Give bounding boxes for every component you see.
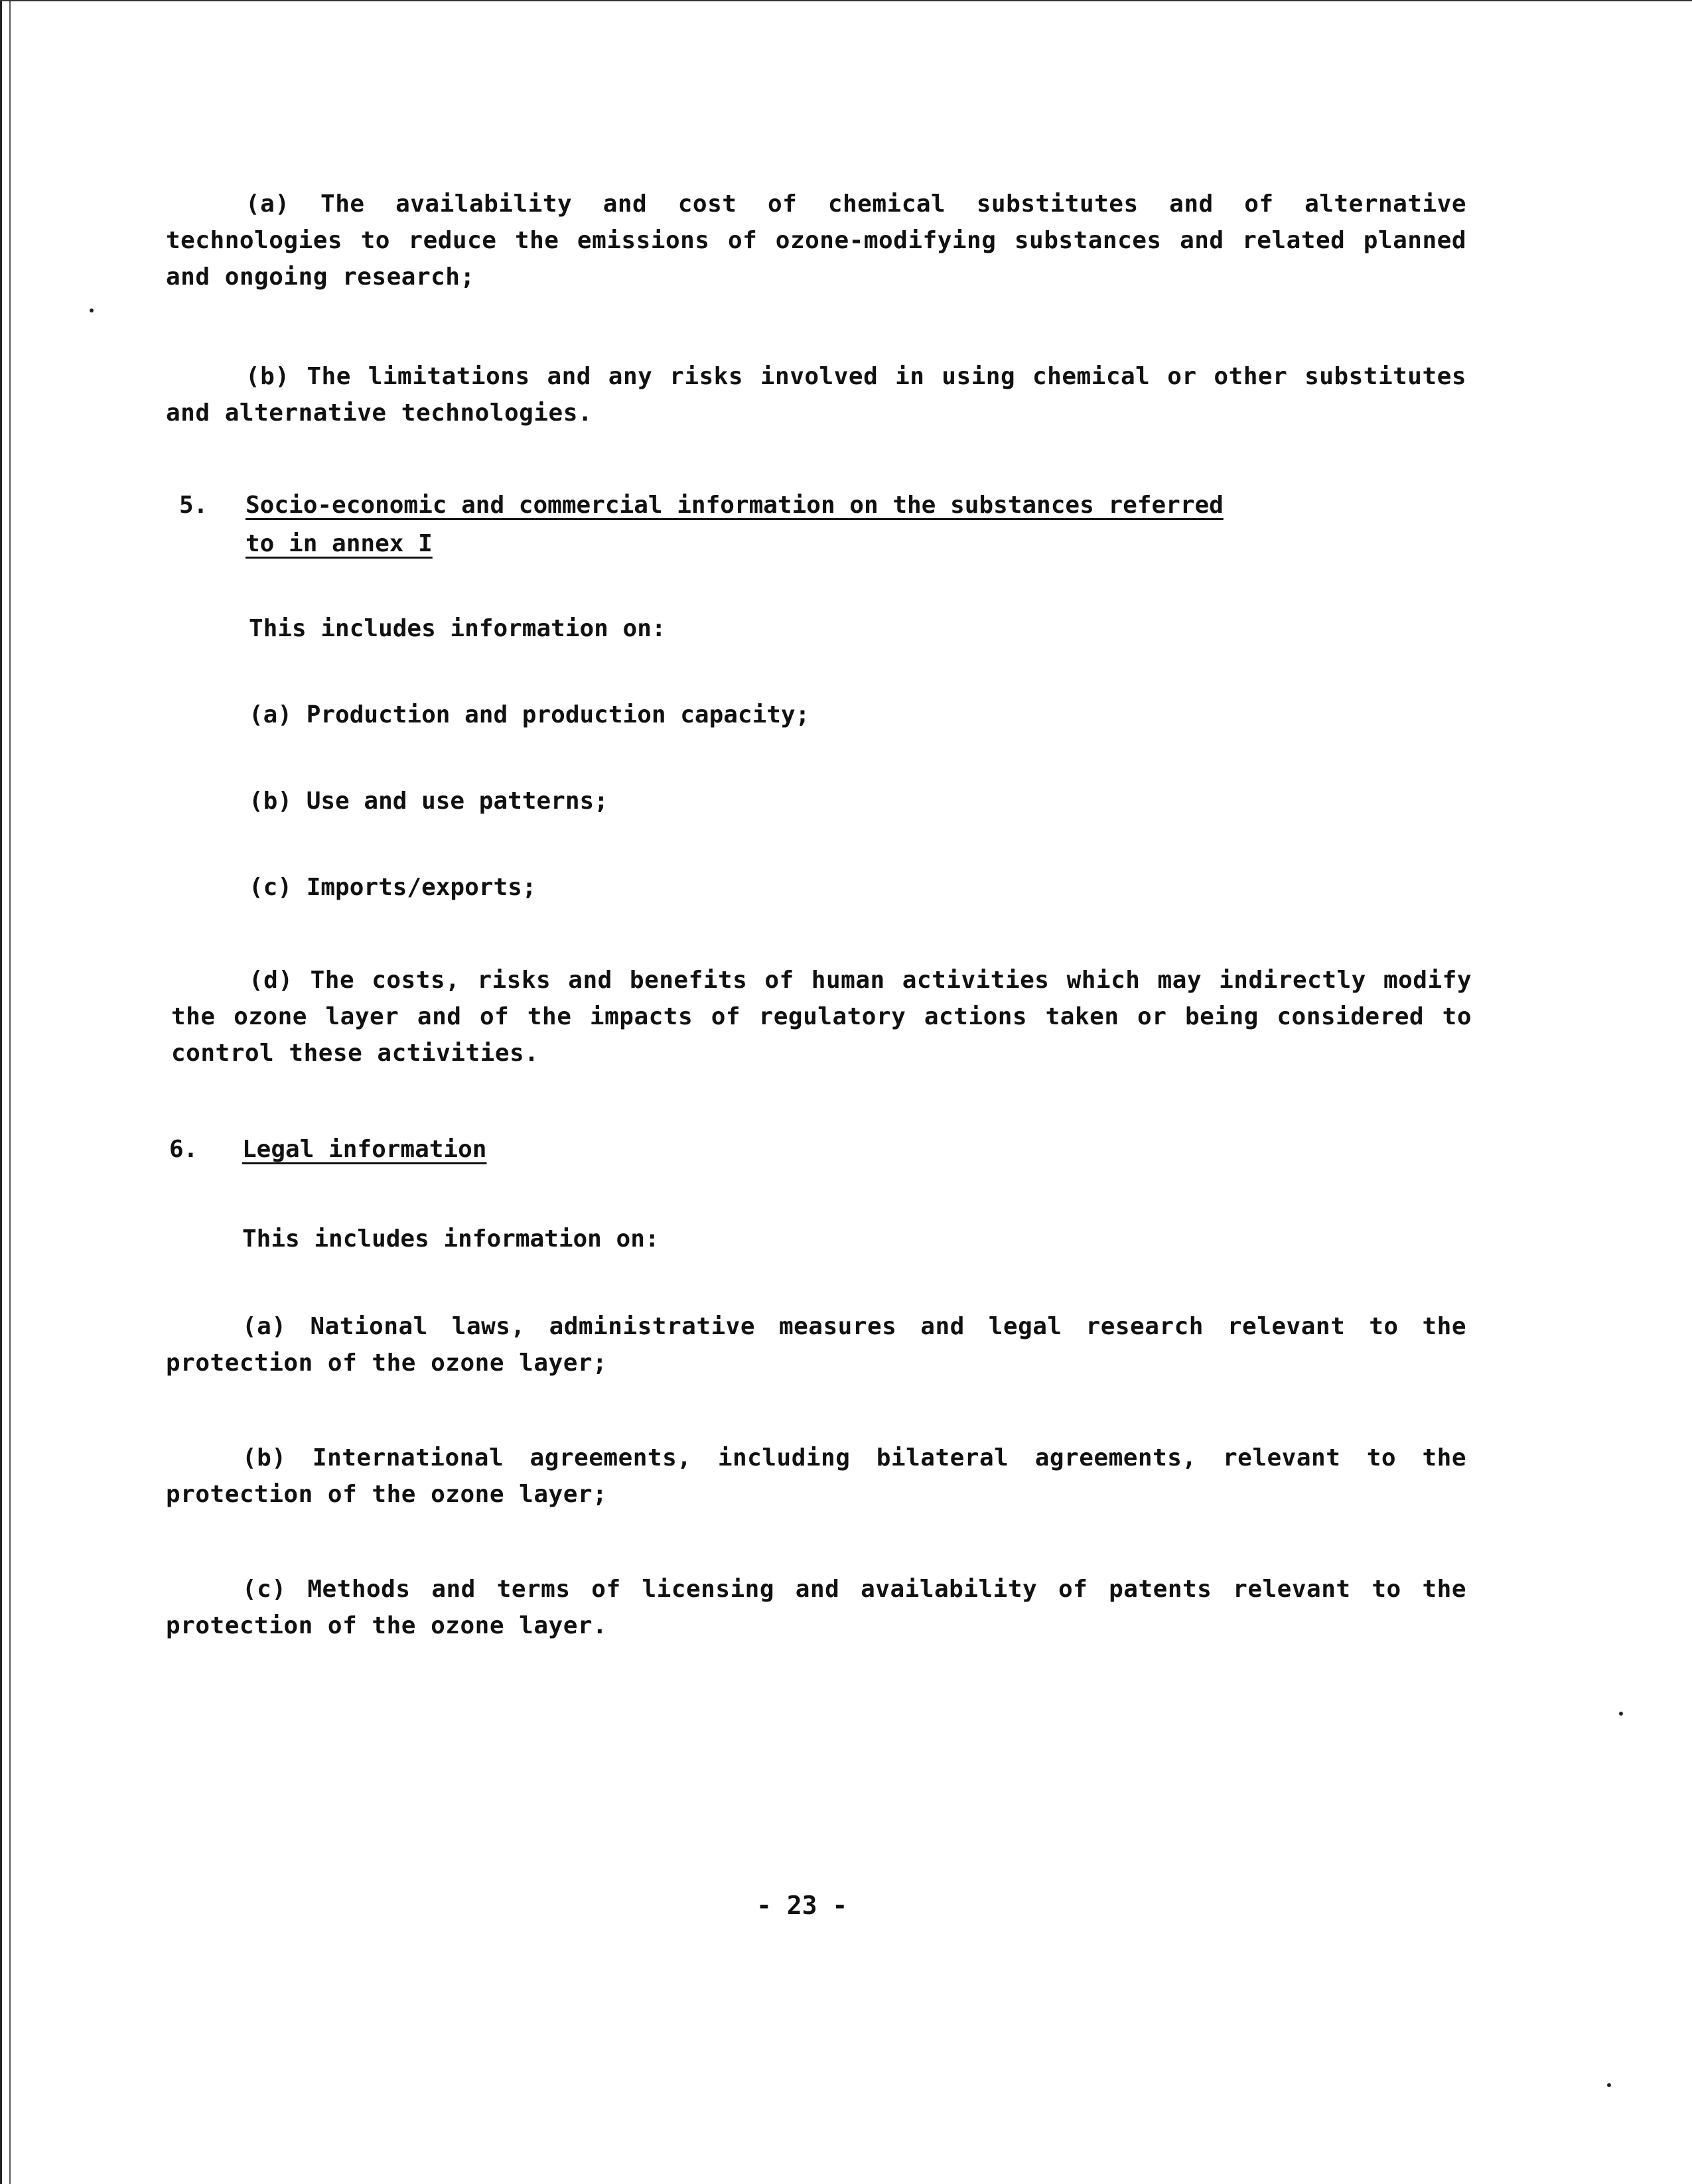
section-6-item-a <box>166 1308 1466 1381</box>
section-5-item-d-line-2: the ozone layer and of the impacts of regulatory actions taken or being considered to <box>171 1003 1472 1030</box>
page-top-edge <box>0 0 1692 7</box>
page-number: - 23 - <box>756 1891 848 1920</box>
section-5-number: 5. <box>179 492 208 519</box>
section-5-title-line-2: to in annex I <box>246 530 433 557</box>
section-6-number: 6. <box>169 1136 198 1163</box>
paragraph-4b-line-2: and alternative technologies. <box>166 399 593 427</box>
section-6-item-b <box>166 1440 1466 1513</box>
paragraph-4b <box>166 358 1466 431</box>
section-5-item-b: (b) Use and use patterns; <box>249 787 608 815</box>
section-5-item-d-line-1: (d) The costs, risks and benefits of human activities which may indirectly modify <box>249 967 1472 994</box>
section-6-item-c <box>166 1571 1466 1644</box>
section-5-title-line-1: Socio-economic and commercial information on the substances referred <box>246 492 1224 519</box>
section-5-intro: This includes information on: <box>249 615 666 642</box>
section-5-item-d-line-3: control these activities. <box>171 1040 539 1067</box>
paragraph-4a-line-2: technologies to reduce the emissions of ozone-modifying substances and related planned <box>166 227 1466 254</box>
section-5-item-d <box>171 962 1472 1071</box>
paragraph-4a-line-1: (a) The availability and cost of chemical substitutes and of alternative <box>246 190 1466 218</box>
section-6-title: Legal information <box>242 1136 487 1163</box>
paragraph-4a <box>166 186 1466 295</box>
section-6-item-a-line-1: (a) National laws, administrative measures and legal research relevant to the <box>242 1313 1466 1340</box>
section-6-item-a-line-2: protection of the ozone layer; <box>166 1349 608 1377</box>
scan-speck <box>1619 1712 1623 1716</box>
section-6-item-c-line-1: (c) Methods and terms of licensing and availability of patents relevant to the <box>242 1576 1466 1603</box>
scan-speck <box>90 308 94 312</box>
section-6-intro: This includes information on: <box>242 1225 660 1253</box>
page-left-edge <box>0 0 11 2184</box>
section-6-item-b-line-2: protection of the ozone layer; <box>166 1481 608 1508</box>
scan-speck <box>1607 2083 1611 2087</box>
paragraph-4b-line-1: (b) The limitations and any risks involved in using chemical or other substitutes <box>246 363 1466 390</box>
paragraph-4a-line-3: and ongoing research; <box>166 263 475 291</box>
section-5-item-a: (a) Production and production capacity; <box>249 701 810 728</box>
section-6-item-b-line-1: (b) International agreements, including bilateral agreements, relevant to the <box>242 1444 1466 1471</box>
section-6-item-c-line-2: protection of the ozone layer. <box>166 1612 608 1639</box>
section-5-item-c: (c) Imports/exports; <box>249 874 537 901</box>
